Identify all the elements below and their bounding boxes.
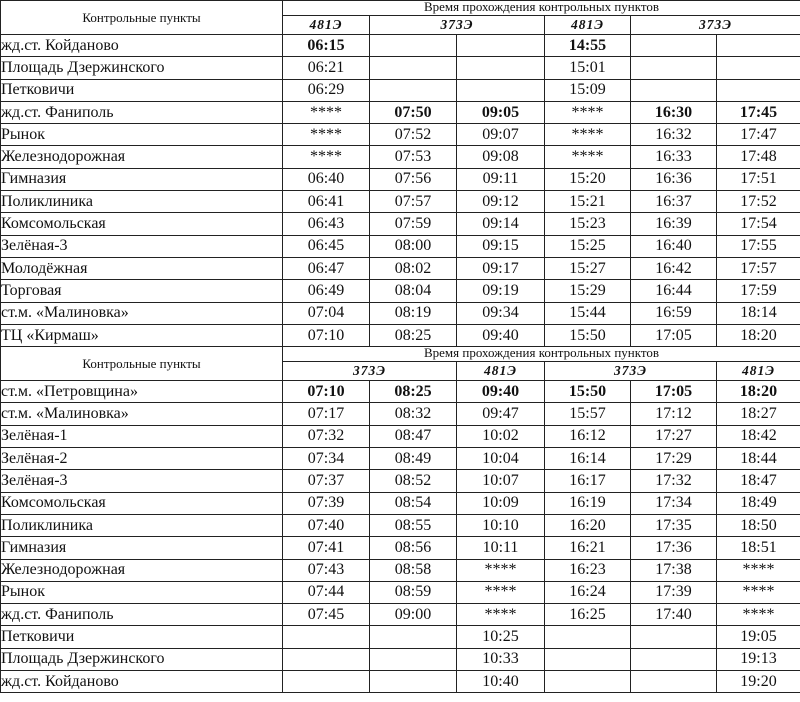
- table-row: [1, 57, 800, 79]
- time-cell: 17:05: [631, 324, 717, 346]
- table-row: [1, 79, 800, 101]
- time-cell: ****: [717, 559, 800, 581]
- time-cell: 17:34: [631, 492, 717, 514]
- table-row: [1, 671, 800, 693]
- table-row: [1, 470, 800, 492]
- time-cell: 17:47: [717, 124, 800, 146]
- table-row: [1, 648, 800, 670]
- time-cell: ****: [545, 101, 631, 123]
- time-cell: [370, 35, 457, 57]
- time-cell: 15:09: [545, 79, 631, 101]
- time-cell: 18:44: [717, 448, 800, 470]
- stop-name: Гимназия: [1, 168, 283, 190]
- time-cell: 07:10: [283, 381, 370, 403]
- route-header: 481Э: [545, 16, 631, 35]
- time-cell: ****: [717, 604, 800, 626]
- time-cell: 08:47: [370, 425, 457, 447]
- time-cell: 18:49: [717, 492, 800, 514]
- route-header: 373Э: [370, 16, 545, 35]
- table-row: [1, 35, 800, 57]
- section-2-header: [1, 347, 800, 381]
- stop-name: Торговая: [1, 280, 283, 302]
- time-cell: 17:32: [631, 470, 717, 492]
- route-header: 373Э: [631, 16, 800, 35]
- stop-name: Комсомольская: [1, 492, 283, 514]
- stop-name: Петковичи: [1, 626, 283, 648]
- time-cell: 09:07: [457, 124, 545, 146]
- time-cell: 08:25: [370, 381, 457, 403]
- time-cell: [283, 626, 370, 648]
- time-cell: 09:19: [457, 280, 545, 302]
- table-row: [1, 403, 800, 425]
- table-row: [1, 514, 800, 536]
- time-cell: 07:04: [283, 302, 370, 324]
- time-cell: [370, 79, 457, 101]
- time-cell: 18:51: [717, 537, 800, 559]
- section-2-body: [1, 381, 800, 693]
- time-cell: 09:12: [457, 191, 545, 213]
- time-cell: 16:20: [545, 514, 631, 536]
- time-cell: 16:40: [631, 235, 717, 257]
- time-cell: ****: [283, 146, 370, 168]
- checkpoints-header: Контрольные пункты: [1, 1, 283, 35]
- time-cell: 16:59: [631, 302, 717, 324]
- time-cell: 17:54: [717, 213, 800, 235]
- time-cell: 08:19: [370, 302, 457, 324]
- time-cell: 06:40: [283, 168, 370, 190]
- time-cell: [717, 79, 800, 101]
- time-cell: [370, 648, 457, 670]
- time-cell: ****: [457, 604, 545, 626]
- time-cell: 06:45: [283, 235, 370, 257]
- time-cell: [631, 626, 717, 648]
- time-cell: [545, 626, 631, 648]
- time-cell: 08:59: [370, 581, 457, 603]
- time-cell: 19:20: [717, 671, 800, 693]
- stop-name: Молодёжная: [1, 257, 283, 279]
- time-cell: ****: [283, 124, 370, 146]
- time-cell: [717, 57, 800, 79]
- table-row: [1, 626, 800, 648]
- stop-name: Поликлиника: [1, 191, 283, 213]
- time-cell: 09:14: [457, 213, 545, 235]
- time-cell: 16:24: [545, 581, 631, 603]
- time-cell: 16:42: [631, 257, 717, 279]
- time-cell: 08:04: [370, 280, 457, 302]
- table-row: [1, 168, 800, 190]
- table-row: [1, 324, 800, 346]
- time-cell: 16:12: [545, 425, 631, 447]
- time-cell: 17:29: [631, 448, 717, 470]
- time-cell: 18:20: [717, 381, 800, 403]
- time-cell: 17:55: [717, 235, 800, 257]
- table-row: [1, 448, 800, 470]
- table-row: [1, 604, 800, 626]
- time-cell: 08:49: [370, 448, 457, 470]
- stop-name: Железнодорожная: [1, 559, 283, 581]
- table-row: [1, 302, 800, 324]
- time-cell: 10:09: [457, 492, 545, 514]
- stop-name: Зелёная-2: [1, 448, 283, 470]
- time-cell: 17:05: [631, 381, 717, 403]
- time-cell: 06:41: [283, 191, 370, 213]
- time-cell: 07:43: [283, 559, 370, 581]
- route-header: 481Э: [717, 362, 800, 381]
- time-cell: [631, 648, 717, 670]
- time-cell: ****: [545, 146, 631, 168]
- stop-name: жд.ст. Койданово: [1, 671, 283, 693]
- time-cell: 08:02: [370, 257, 457, 279]
- time-cell: [631, 79, 717, 101]
- time-cell: 16:33: [631, 146, 717, 168]
- time-cell: 07:34: [283, 448, 370, 470]
- time-header: Время прохождения контрольных пунктов: [283, 1, 800, 16]
- time-cell: 16:23: [545, 559, 631, 581]
- stop-name: ст.м. «Петровщина»: [1, 381, 283, 403]
- table-row: [1, 191, 800, 213]
- stop-name: Рынок: [1, 581, 283, 603]
- table-row: [1, 559, 800, 581]
- time-cell: 17:36: [631, 537, 717, 559]
- time-cell: 09:40: [457, 324, 545, 346]
- time-cell: 17:27: [631, 425, 717, 447]
- time-cell: 07:56: [370, 168, 457, 190]
- time-cell: 10:33: [457, 648, 545, 670]
- time-cell: 10:25: [457, 626, 545, 648]
- time-cell: 07:32: [283, 425, 370, 447]
- time-cell: 10:07: [457, 470, 545, 492]
- time-cell: 09:34: [457, 302, 545, 324]
- stop-name: Площадь Дзержинского: [1, 57, 283, 79]
- time-cell: 06:15: [283, 35, 370, 57]
- time-cell: 17:40: [631, 604, 717, 626]
- time-cell: 08:54: [370, 492, 457, 514]
- time-cell: 16:19: [545, 492, 631, 514]
- table-row: [1, 213, 800, 235]
- time-cell: ****: [457, 581, 545, 603]
- stop-name: Поликлиника: [1, 514, 283, 536]
- time-cell: 15:23: [545, 213, 631, 235]
- table-row: [1, 257, 800, 279]
- time-cell: [631, 57, 717, 79]
- time-cell: 18:47: [717, 470, 800, 492]
- time-cell: 08:52: [370, 470, 457, 492]
- time-cell: 15:50: [545, 381, 631, 403]
- time-cell: 18:14: [717, 302, 800, 324]
- time-cell: 07:39: [283, 492, 370, 514]
- time-cell: 15:20: [545, 168, 631, 190]
- time-cell: 07:57: [370, 191, 457, 213]
- time-cell: 14:55: [545, 35, 631, 57]
- time-cell: 07:59: [370, 213, 457, 235]
- time-cell: 09:17: [457, 257, 545, 279]
- stop-name: Комсомольская: [1, 213, 283, 235]
- route-header: 373Э: [545, 362, 717, 381]
- time-cell: 17:51: [717, 168, 800, 190]
- time-cell: 15:21: [545, 191, 631, 213]
- stop-name: Гимназия: [1, 537, 283, 559]
- stop-name: ст.м. «Малиновка»: [1, 302, 283, 324]
- time-cell: 07:52: [370, 124, 457, 146]
- stop-name: ТЦ «Кирмаш»: [1, 324, 283, 346]
- checkpoints-header: Контрольные пункты: [1, 347, 283, 381]
- time-cell: ****: [545, 124, 631, 146]
- time-cell: 19:13: [717, 648, 800, 670]
- time-cell: 18:50: [717, 514, 800, 536]
- time-cell: 17:52: [717, 191, 800, 213]
- time-cell: 08:55: [370, 514, 457, 536]
- time-cell: 09:40: [457, 381, 545, 403]
- time-cell: [370, 57, 457, 79]
- time-cell: [457, 57, 545, 79]
- time-cell: 09:08: [457, 146, 545, 168]
- route-header: 481Э: [283, 16, 370, 35]
- time-cell: 16:32: [631, 124, 717, 146]
- time-cell: 16:39: [631, 213, 717, 235]
- time-cell: 06:43: [283, 213, 370, 235]
- time-cell: [545, 671, 631, 693]
- time-cell: 09:00: [370, 604, 457, 626]
- route-header: 481Э: [457, 362, 545, 381]
- time-cell: 17:38: [631, 559, 717, 581]
- route-header: 373Э: [283, 362, 457, 381]
- table-row: [1, 101, 800, 123]
- time-cell: [631, 35, 717, 57]
- time-cell: 10:40: [457, 671, 545, 693]
- time-cell: 06:21: [283, 57, 370, 79]
- time-cell: 08:00: [370, 235, 457, 257]
- time-cell: 10:10: [457, 514, 545, 536]
- time-header: Время прохождения контрольных пунктов: [283, 347, 800, 362]
- time-cell: [631, 671, 717, 693]
- section-1-body: [1, 35, 800, 347]
- time-cell: [370, 626, 457, 648]
- time-cell: 17:39: [631, 581, 717, 603]
- stop-name: Петковичи: [1, 79, 283, 101]
- time-cell: [370, 671, 457, 693]
- time-cell: [457, 35, 545, 57]
- time-cell: [717, 35, 800, 57]
- table-row: [1, 124, 800, 146]
- time-cell: 06:47: [283, 257, 370, 279]
- time-cell: 15:25: [545, 235, 631, 257]
- stop-name: жд.ст. Фаниполь: [1, 101, 283, 123]
- time-cell: 08:32: [370, 403, 457, 425]
- stop-name: Зелёная-3: [1, 470, 283, 492]
- table-row: [1, 492, 800, 514]
- stop-name: Железнодорожная: [1, 146, 283, 168]
- time-cell: 17:45: [717, 101, 800, 123]
- time-cell: 17:12: [631, 403, 717, 425]
- time-cell: 17:48: [717, 146, 800, 168]
- time-cell: 07:41: [283, 537, 370, 559]
- time-cell: [283, 671, 370, 693]
- stop-name: Зелёная-3: [1, 235, 283, 257]
- table-row: [1, 581, 800, 603]
- stop-name: жд.ст. Койданово: [1, 35, 283, 57]
- time-cell: 07:37: [283, 470, 370, 492]
- time-cell: 07:17: [283, 403, 370, 425]
- time-cell: 15:27: [545, 257, 631, 279]
- time-cell: [545, 648, 631, 670]
- time-cell: 15:01: [545, 57, 631, 79]
- time-cell: 09:47: [457, 403, 545, 425]
- table-row: [1, 425, 800, 447]
- stop-name: Площадь Дзержинского: [1, 648, 283, 670]
- time-cell: 09:11: [457, 168, 545, 190]
- table-row: [1, 381, 800, 403]
- time-cell: 06:49: [283, 280, 370, 302]
- time-cell: 15:29: [545, 280, 631, 302]
- time-cell: 19:05: [717, 626, 800, 648]
- time-cell: 07:50: [370, 101, 457, 123]
- time-cell: 07:10: [283, 324, 370, 346]
- table-row: [1, 235, 800, 257]
- time-cell: 15:50: [545, 324, 631, 346]
- time-cell: 16:44: [631, 280, 717, 302]
- time-cell: 10:02: [457, 425, 545, 447]
- time-cell: 18:42: [717, 425, 800, 447]
- time-cell: 16:17: [545, 470, 631, 492]
- time-cell: 16:25: [545, 604, 631, 626]
- time-cell: [457, 79, 545, 101]
- table-row: [1, 146, 800, 168]
- time-cell: 18:20: [717, 324, 800, 346]
- time-cell: 08:56: [370, 537, 457, 559]
- time-cell: 10:11: [457, 537, 545, 559]
- time-cell: 17:59: [717, 280, 800, 302]
- stop-name: Зелёная-1: [1, 425, 283, 447]
- time-cell: 07:45: [283, 604, 370, 626]
- stop-name: жд.ст. Фаниполь: [1, 604, 283, 626]
- table-row: [1, 280, 800, 302]
- time-cell: 08:58: [370, 559, 457, 581]
- time-cell: 09:15: [457, 235, 545, 257]
- time-cell: [283, 648, 370, 670]
- time-cell: ****: [717, 581, 800, 603]
- time-cell: 15:57: [545, 403, 631, 425]
- time-cell: ****: [283, 101, 370, 123]
- table-row: [1, 537, 800, 559]
- stop-name: Рынок: [1, 124, 283, 146]
- time-cell: 16:14: [545, 448, 631, 470]
- section-1-header: [1, 1, 800, 35]
- time-cell: ****: [457, 559, 545, 581]
- time-cell: 16:30: [631, 101, 717, 123]
- time-cell: 15:44: [545, 302, 631, 324]
- time-cell: 16:37: [631, 191, 717, 213]
- time-cell: 07:44: [283, 581, 370, 603]
- time-cell: 17:57: [717, 257, 800, 279]
- stop-name: ст.м. «Малиновка»: [1, 403, 283, 425]
- time-cell: 07:40: [283, 514, 370, 536]
- time-cell: 06:29: [283, 79, 370, 101]
- time-cell: 10:04: [457, 448, 545, 470]
- time-cell: 07:53: [370, 146, 457, 168]
- time-cell: 17:35: [631, 514, 717, 536]
- time-cell: 16:36: [631, 168, 717, 190]
- time-cell: 08:25: [370, 324, 457, 346]
- time-cell: 16:21: [545, 537, 631, 559]
- time-cell: 09:05: [457, 101, 545, 123]
- time-cell: 18:27: [717, 403, 800, 425]
